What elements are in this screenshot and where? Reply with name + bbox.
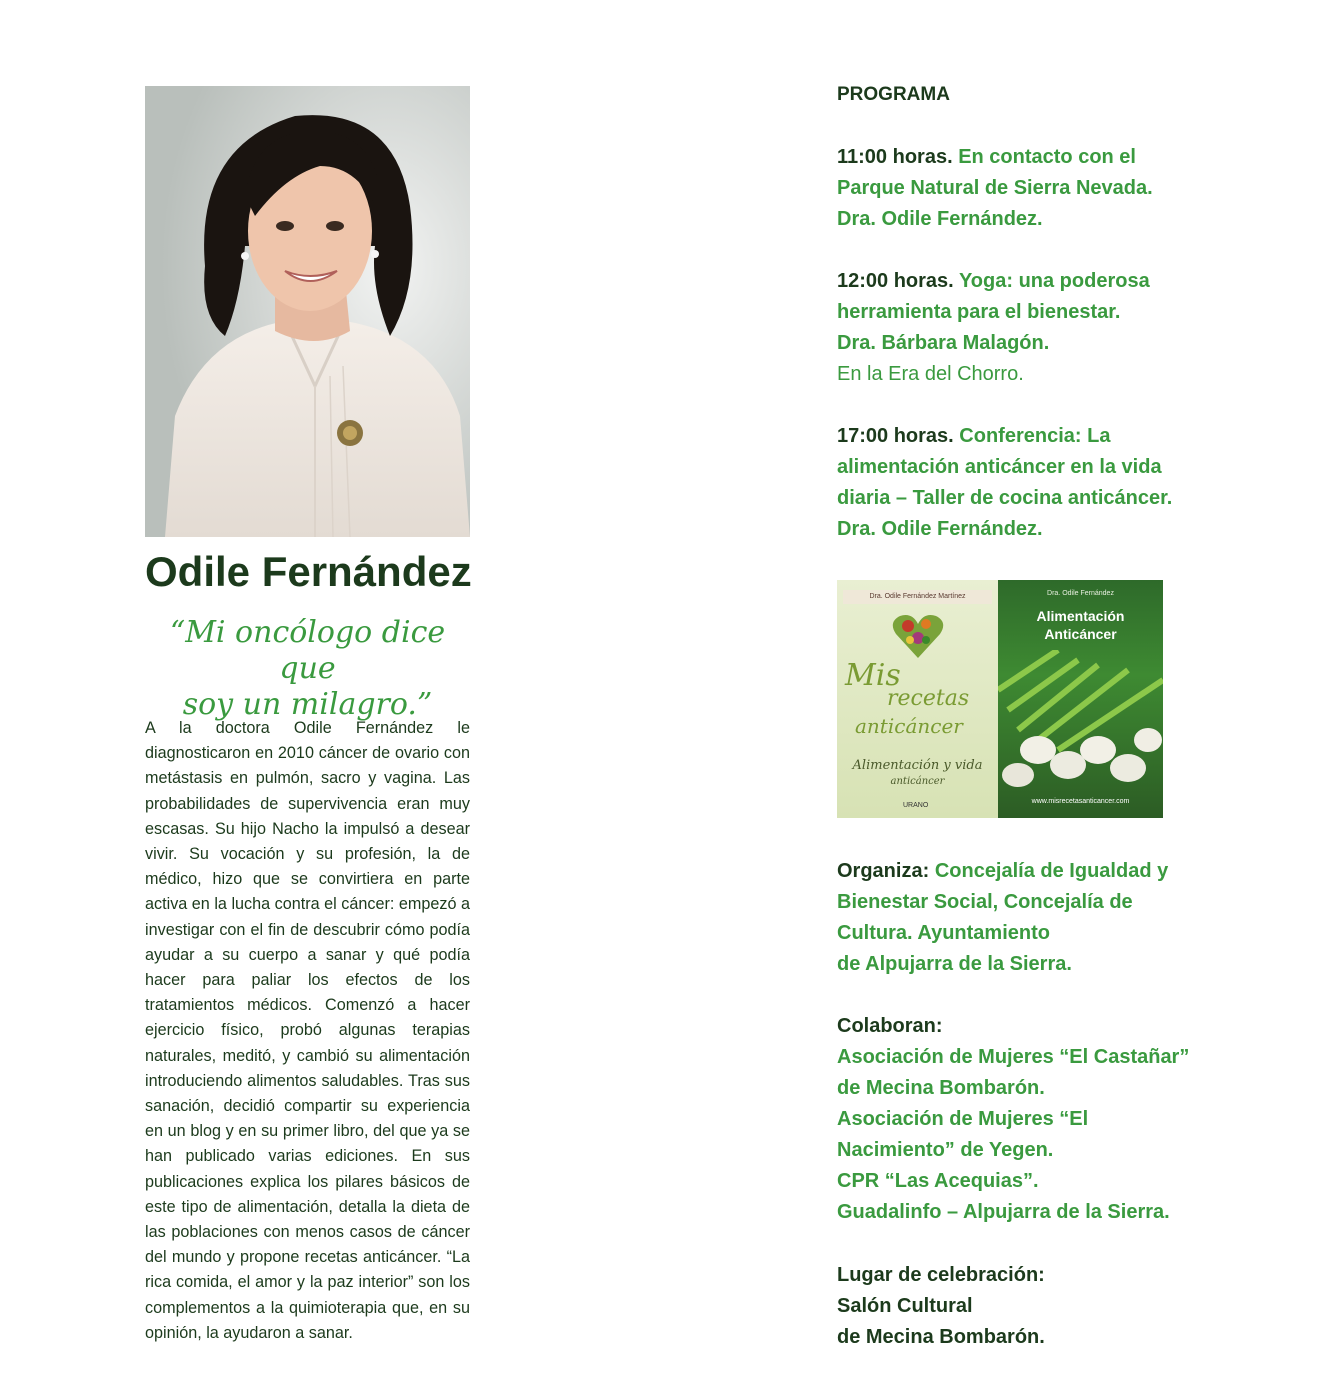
program-item-2: [837, 266, 1197, 390]
program-time: 17:00 horas.: [837, 425, 954, 447]
organiza-line: Cultura. Ayuntamiento: [837, 922, 1050, 944]
book-cover-alimentacion: [998, 580, 1163, 818]
program-line: En contacto con el: [958, 146, 1136, 168]
quote-line-2: soy un milagro.”: [182, 687, 433, 722]
book-title-line: Alimentación: [1036, 608, 1125, 624]
portrait-photo: [145, 86, 470, 537]
lugar-line: de Mecina Bombarón.: [837, 1326, 1045, 1348]
spring-onions-illustration: [998, 650, 1163, 800]
colaboran-line: de Mecina Bombarón.: [837, 1077, 1045, 1099]
program-title: PROGRAMA: [837, 84, 950, 105]
program-speaker: Dra. Odile Fernández.: [837, 518, 1043, 540]
quote: [145, 615, 470, 723]
program-line: Conferencia: La: [959, 425, 1111, 447]
organiza-block: [837, 856, 1197, 980]
program-item-1: [837, 142, 1197, 235]
colaboran-label: Colaboran:: [837, 1015, 943, 1037]
book-title-line: Anticáncer: [1044, 626, 1117, 642]
organiza-line: Bienestar Social, Concejalía de: [837, 891, 1133, 913]
biography-text: A la doctora Odile Fernández le diagnosticaron en 2010 cáncer de ovario con metástasis en pulmón, sacro y vagina. Las probabilidades de supervivencia eran muy escasas. Su hijo Nacho la impulsó a desear vivir. Su vocación y su profesión, la de médico, hizo que se convirtiera en parte activa en la lucha contra el cáncer: empezó a investigar con el fin de descubrir cómo podía ayudar a su cuerpo a sanar y qué podía hacer para paliar los efectos de los tratamientos médicos. Comenzó a hacer ejercicio físico, probó algunas terapias naturales, meditó, y cambió su alimentación introduciendo alimentos saludables. Tras sus sanación, decidió compartir su experiencia en un blog y en su primer libro, del que ya se han publicado varias ediciones. En sus publicaciones explica los pilares básicos de este tipo de alimentación, detalla la dieta de las poblaciones con menos casos de cáncer del mundo y propone recetas anticáncer. “La rica comida, el amor y la paz interior” son los complementos a la quimioterapia que, en su opinión, la ayudaron a sanar.: [145, 719, 470, 1342]
colaboran-block: [837, 1011, 1197, 1228]
program-item-3: [837, 421, 1197, 545]
program-line: diaria – Taller de cocina anticáncer.: [837, 487, 1173, 509]
program-line: Parque Natural de Sierra Nevada.: [837, 177, 1153, 199]
organiza-line: de Alpujarra de la Sierra.: [837, 953, 1072, 975]
book-author: Dra. Odile Fernández: [1047, 590, 1114, 597]
portrait-illustration: [145, 86, 470, 537]
colaboran-line: Guadalinfo – Alpujarra de la Sierra.: [837, 1201, 1170, 1223]
book-subtitle: anticáncer: [890, 776, 945, 787]
colaboran-line: Asociación de Mujeres “El Castañar”: [837, 1046, 1190, 1068]
lugar-line: Salón Cultural: [837, 1295, 973, 1317]
program-speaker: Dra. Bárbara Malagón.: [837, 332, 1050, 354]
book-url: www.misrecetasanticancer.com: [1031, 798, 1130, 805]
program-line: herramienta para el bienestar.: [837, 301, 1121, 323]
book-covers: [837, 580, 1163, 818]
book-subtitle: Alimentación y vida: [852, 758, 983, 773]
heart-vegetables-icon: [892, 612, 944, 660]
person-name: Odile Fernández: [145, 548, 472, 595]
book-title-line: anticáncer: [855, 714, 963, 738]
organiza-label: Organiza:: [837, 860, 930, 882]
colaboran-line: CPR “Las Acequias”.: [837, 1170, 1039, 1192]
book-publisher: URANO: [903, 802, 929, 809]
program-line: alimentación anticáncer en la vida: [837, 456, 1162, 478]
program-location: En la Era del Chorro.: [837, 363, 1024, 385]
colaboran-line: Asociación de Mujeres “El: [837, 1108, 1089, 1130]
organiza-line: Concejalía de Igualdad y: [934, 860, 1169, 882]
program-time: 11:00 horas.: [837, 146, 953, 168]
book-title-line: recetas: [887, 686, 970, 711]
program-speaker: Dra. Odile Fernández.: [837, 208, 1043, 230]
lugar-block: [837, 1260, 1197, 1353]
book-cover-recetas: [837, 580, 998, 818]
program-time: 12:00 horas.: [837, 270, 954, 292]
book-title-line: Mis: [845, 658, 901, 693]
program-line: Yoga: una poderosa: [958, 270, 1150, 292]
colaboran-line: Nacimiento” de Yegen.: [837, 1139, 1054, 1161]
lugar-label: Lugar de celebración:: [837, 1264, 1045, 1286]
quote-line-1: “Mi oncólogo dice que: [169, 615, 446, 686]
book-author: Dra. Odile Fernández Martínez: [843, 590, 992, 604]
